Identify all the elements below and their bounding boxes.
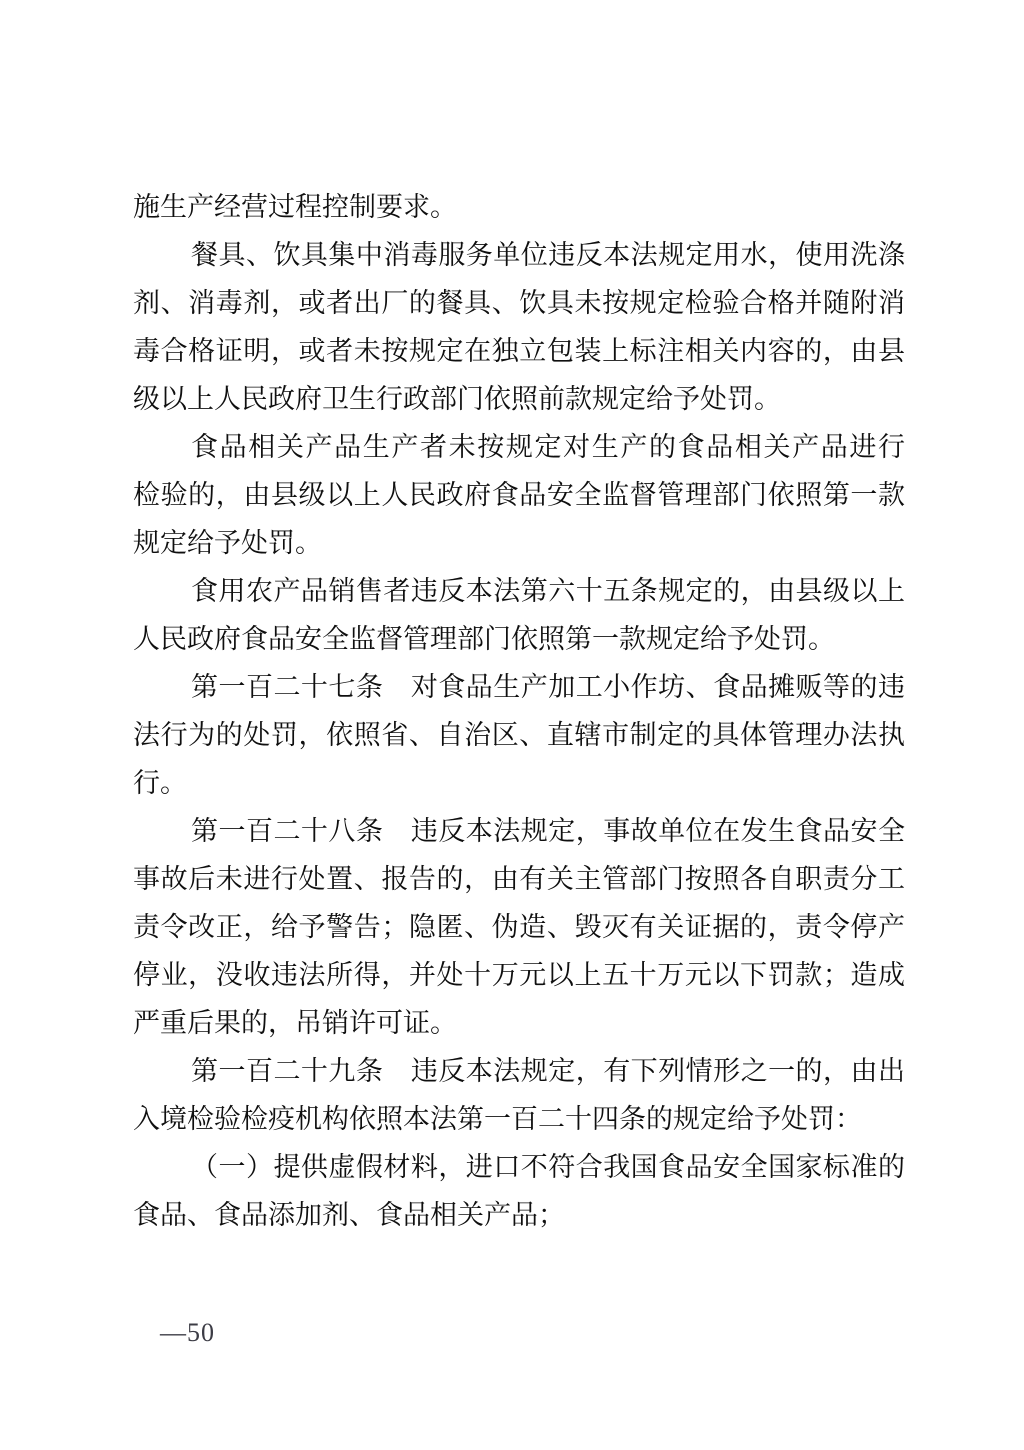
page-number: —50	[160, 1318, 215, 1347]
text-line: （一）提供虚假材料，进口不符合我国食品安全国家标准的	[191, 1152, 905, 1182]
text-line: 事故后未进行处置、报告的，由有关主管部门按照各自职责分工	[133, 864, 905, 894]
text-line: 责令改正，给予警告；隐匿、伪造、毁灭有关证据的，责令停产	[133, 912, 905, 942]
text-line: 行。	[133, 768, 187, 798]
text-line: 停业，没收违法所得，并处十万元以上五十万元以下罚款；造成	[133, 960, 905, 990]
text-line: 施生产经营过程控制要求。	[133, 192, 457, 222]
text-line: 规定给予处罚。	[133, 528, 322, 558]
text-line: 第一百二十九条 违反本法规定，有下列情形之一的，由出	[191, 1056, 905, 1086]
text-line: 严重后果的，吊销许可证。	[133, 1008, 457, 1038]
text-line: 毒合格证明，或者未按规定在独立包装上标注相关内容的，由县	[133, 336, 905, 366]
text-line: 检验的，由县级以上人民政府食品安全监督管理部门依照第一款	[133, 480, 905, 510]
text-line: 人民政府食品安全监督管理部门依照第一款规定给予处罚。	[133, 624, 835, 654]
text-line: 入境检验检疫机构依照本法第一百二十四条的规定给予处罚：	[133, 1104, 862, 1134]
text-line: 剂、消毒剂，或者出厂的餐具、饮具未按规定检验合格并随附消	[133, 288, 905, 318]
text-line: 食品相关产品生产者未按规定对生产的食品相关产品进行	[191, 432, 905, 462]
text-line: 餐具、饮具集中消毒服务单位违反本法规定用水，使用洗涤	[191, 240, 905, 270]
text-line: 法行为的处罚，依照省、自治区、直辖市制定的具体管理办法执	[133, 720, 905, 750]
document-text-block	[133, 183, 905, 1239]
text-line: 第一百二十七条 对食品生产加工小作坊、食品摊贩等的违	[191, 672, 905, 702]
text-line: 第一百二十八条 违反本法规定，事故单位在发生食品安全	[191, 816, 905, 846]
text-line: 食品、食品添加剂、食品相关产品；	[133, 1200, 565, 1230]
text-line: 食用农产品销售者违反本法第六十五条规定的，由县级以上	[191, 576, 905, 606]
text-line: 级以上人民政府卫生行政部门依照前款规定给予处罚。	[133, 384, 781, 414]
